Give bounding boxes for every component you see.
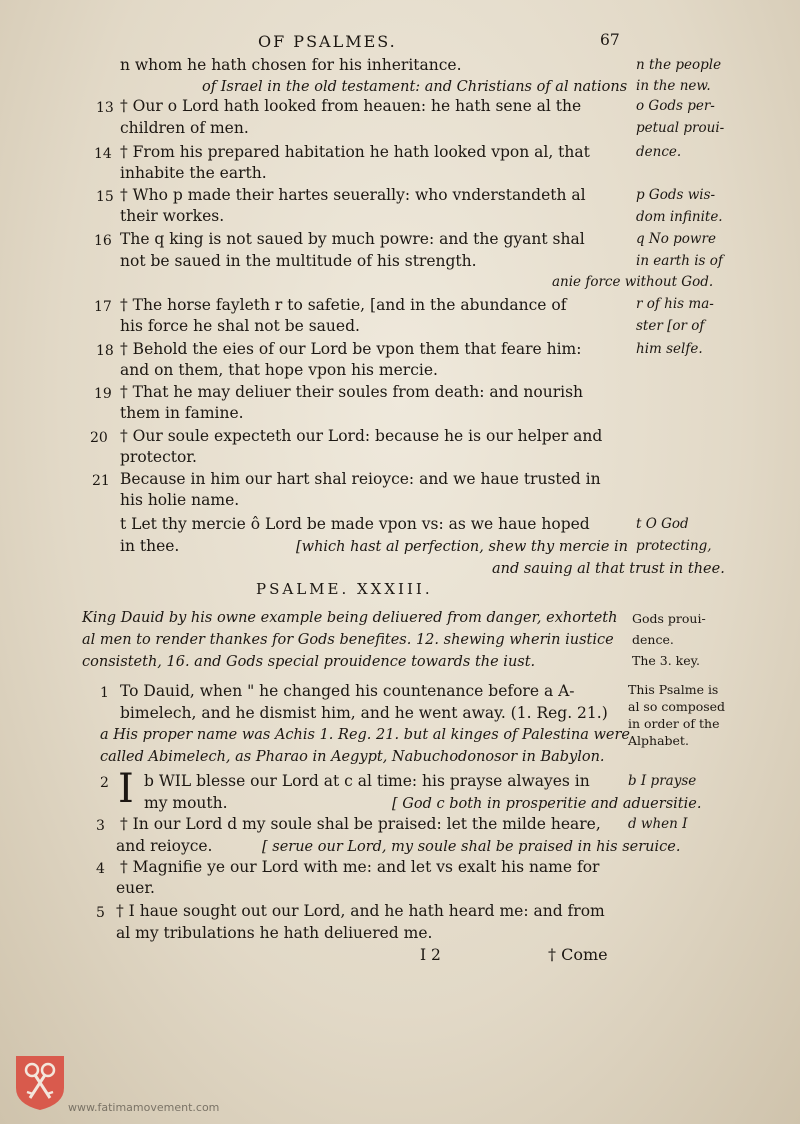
note-line: [ God c both in prosperitie and aduersitie. — [392, 796, 702, 812]
text-line: To Dauid, when " he changed his countenance before a A- — [120, 682, 575, 700]
margin-note: r of his ma- — [636, 296, 714, 312]
margin-note: dence. — [636, 144, 682, 160]
text-line: † Our soule expecteth our Lord: because he is our helper and — [120, 427, 603, 445]
text-line: † The horse fayleth r to safetie, [and in the abundance of — [120, 296, 567, 314]
watermark-url: www.fatimamovement.com — [68, 1101, 220, 1114]
verse-number: 15 — [96, 189, 114, 205]
text-line: his force he shal not be saued. — [120, 317, 360, 335]
margin-note: d when I — [628, 816, 688, 832]
argument-line: consisteth, 16. and Gods special prouidence towards the iust. — [82, 654, 536, 670]
note-line: a His proper name was Achis 1. Reg. 21. but al kinges of Palestina were — [100, 727, 630, 743]
text-line: [which hast al perfection, shew thy mercie in — [296, 539, 629, 555]
margin-note: o Gods per- — [636, 98, 715, 114]
text-line: and sauing al that trust in thee. — [492, 561, 725, 577]
page-number: 67 — [600, 31, 620, 49]
margin-note: q No powre — [636, 231, 716, 247]
margin-note: p Gods wis- — [636, 187, 716, 203]
margin-note: in earth is of — [636, 253, 723, 269]
text-line: † Our o Lord hath looked from heauen: he hath sene al the — [120, 97, 582, 115]
text-line: † That he may deliuer their soules from death: and nourish — [120, 383, 584, 401]
signature-mark: I 2 — [420, 946, 441, 964]
margin-note: The 3. key. — [632, 653, 701, 668]
verse-number: 4 — [96, 861, 105, 877]
text-line: protector. — [120, 448, 197, 466]
text-line: b WIL blesse our Lord at c al time: his prayse alwayes in — [144, 772, 590, 790]
margin-note: in the new. — [636, 78, 711, 94]
text-line: † From his prepared habitation he hath looked vpon al, that — [120, 143, 590, 161]
argument-line: King Dauid by his owne example being deliuered from danger, exhorteth — [82, 610, 618, 626]
margin-note: dence. — [632, 632, 674, 647]
text-line: † In our Lord d my soule shal be praised: let the milde heare, — [120, 815, 601, 833]
text-line: not be saued in the multitude of his strength. — [120, 252, 477, 270]
text-line: of Israel in the old testament: and Christians of al nations — [202, 79, 628, 95]
margin-note: Alphabet. — [628, 733, 689, 748]
text-line: † Who p made their hartes seuerally: who vnderstandeth al — [120, 186, 586, 204]
catchword: † Come — [548, 945, 608, 964]
margin-note: b I prayse — [628, 773, 697, 789]
text-line: and reioyce. — [116, 837, 213, 855]
shield-keys-logo-icon — [14, 1054, 66, 1112]
drop-cap: I — [118, 766, 134, 812]
text-line: children of men. — [120, 119, 249, 137]
verse-number: 19 — [94, 386, 112, 402]
text-line: euer. — [116, 879, 155, 897]
text-line: al my tribulations he hath deliuered me. — [116, 924, 433, 942]
text-line: their workes. — [120, 207, 225, 225]
text-line: and on them, that hope vpon his mercie. — [120, 361, 438, 379]
text-line: Because in him our hart shal reioyce: and we haue trusted in — [120, 470, 601, 488]
verse-number: 16 — [94, 233, 112, 249]
verse-number: 17 — [94, 299, 112, 315]
text-line: t Let thy mercie ô Lord be made vpon vs: as we haue hoped — [120, 515, 590, 533]
note-line: called Abimelech, as Pharao in Aegypt, Nabuchodonosor in Babylon. — [100, 749, 605, 765]
text-line: my mouth. — [144, 794, 228, 812]
text-line: † Behold the eies of our Lord be vpon them that feare him: — [120, 340, 582, 358]
margin-note: dom infinite. — [636, 209, 723, 225]
running-header: OF PSALMES. — [258, 32, 397, 51]
text-line: them in famine. — [120, 404, 244, 422]
text-line: inhabite the earth. — [120, 164, 267, 182]
margin-note: t O God — [636, 516, 689, 532]
verse-number: 3 — [96, 818, 105, 834]
margin-note: in order of the — [628, 716, 720, 731]
verse-number: 20 — [90, 430, 108, 446]
text-line: The q king is not saued by much powre: and the gyant shal — [120, 230, 585, 248]
verse-number: 18 — [96, 343, 114, 359]
text-line: † I haue sought out our Lord, and he hath heard me: and from — [116, 902, 605, 920]
text-line: † Magnifie ye our Lord with me: and let vs exalt his name for — [120, 858, 600, 876]
margin-note: anie force without God. — [552, 274, 714, 290]
text-line: his holie name. — [120, 491, 240, 509]
margin-note: him selfe. — [636, 341, 703, 357]
text-line: n whom he hath chosen for his inheritance. — [120, 56, 462, 74]
text-line: in thee. — [120, 537, 180, 555]
text-line: bimelech, and he dismist him, and he went away. (1. Reg. 21.) — [120, 704, 608, 722]
margin-note: protecting, — [636, 538, 712, 554]
note-line: [ serue our Lord, my soule shal be praised in his seruice. — [262, 839, 681, 855]
verse-number: 1 — [100, 685, 109, 701]
margin-note: Gods proui- — [632, 611, 706, 626]
verse-number: 2 — [100, 775, 109, 791]
verse-number: 13 — [96, 100, 114, 116]
margin-note: n the people — [636, 57, 722, 73]
margin-note: This Psalme is — [628, 682, 719, 697]
psalm-heading: PSALME. XXXIII. — [256, 580, 433, 598]
margin-note: al so composed — [628, 699, 726, 714]
argument-line: al men to render thankes for Gods benefites. 12. shewing wherin iustice — [82, 632, 614, 648]
verse-number: 5 — [96, 905, 105, 921]
margin-note: ster [or of — [636, 318, 705, 334]
verse-number: 21 — [92, 473, 110, 489]
verse-number: 14 — [94, 146, 112, 162]
margin-note: petual proui- — [636, 120, 725, 136]
